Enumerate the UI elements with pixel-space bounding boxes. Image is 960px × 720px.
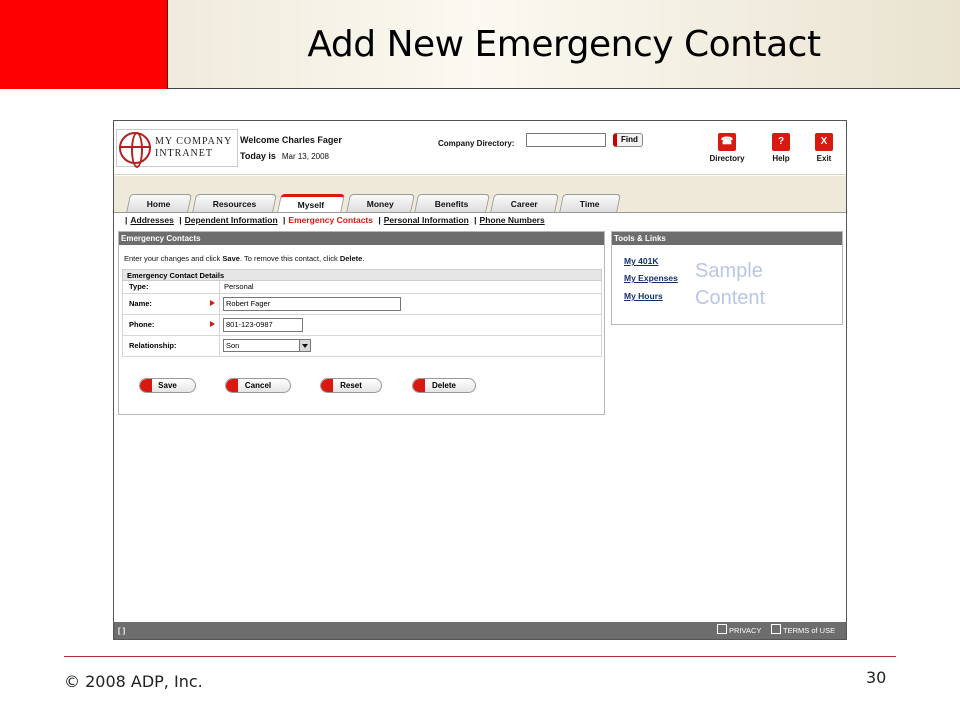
phone-row [122,315,602,336]
type-value: Personal [224,282,254,291]
footer-rule [64,656,896,657]
company-directory-label: Company Directory: [438,139,515,148]
required-marker-icon [210,300,215,306]
tab-time[interactable] [559,194,621,213]
relationship-select[interactable] [223,339,311,352]
subnav-dependent-information[interactable]: Dependent Information [184,215,278,225]
intranet-footer-bar [114,622,846,639]
save-button[interactable] [139,378,196,393]
today-date [240,151,329,161]
save-button-label: Save [158,381,177,390]
instructions-delete-word: Delete [339,254,363,263]
sub-navigation: | Addresses | Dependent Information | Emergency Contacts | Personal Information | Phone Numbers [125,215,545,225]
terms-link-label: TERMS of USE [783,626,836,635]
footer-bracket: [ ] [118,626,126,635]
slide-header [0,0,960,89]
tab-money[interactable] [346,194,415,213]
terms-of-use-link[interactable] [771,622,835,639]
delete-button-label: Delete [431,381,456,390]
reset-button[interactable] [320,378,382,393]
tab-myself[interactable] [277,194,346,213]
type-label: Type: [123,281,220,293]
sample-line-2: Content [695,287,766,309]
phone-cell [220,315,601,335]
contact-details-table [122,269,602,357]
exit-icon[interactable]: X [815,133,833,151]
relationship-label: Relationship: [123,336,220,356]
tab-time-label: Time [579,199,600,209]
tab-benefits[interactable] [414,194,490,213]
tab-home-label: Home [146,199,171,209]
instructions [124,254,364,263]
tools-links-panel [611,231,843,325]
sample-content-text [695,258,765,312]
privacy-link[interactable] [717,622,761,639]
instructions-save-word: Save [222,254,240,263]
name-label-text: Name: [129,299,152,308]
tools-links-title: Tools & Links [612,232,842,245]
tab-career[interactable] [490,194,559,213]
cancel-button[interactable] [225,378,291,393]
tabs-divider [114,212,846,213]
emergency-contacts-title: Emergency Contacts [119,232,604,245]
company-logo[interactable] [116,129,238,167]
cancel-button-label: Cancel [244,381,272,390]
globe-icon [119,132,151,164]
sample-line-1: Sample [695,260,763,282]
relationship-cell [220,336,601,356]
tab-money-label: Money [366,199,394,209]
copyright: © 2008 ADP, Inc. [64,672,203,691]
tab-myself-label: Myself [297,200,325,210]
logo-text-line1: MY COMPANY [155,136,233,147]
phone-label [123,315,220,335]
name-cell [220,294,601,314]
today-value: Mar 13, 2008 [281,152,329,161]
tab-home[interactable] [126,194,192,213]
reset-button-label: Reset [340,381,362,390]
red-accent-block [0,0,168,89]
intranet-topbar [114,121,846,175]
link-my-hours[interactable]: My Hours [624,291,663,301]
phone-label-text: Phone: [129,320,155,329]
link-my-401k[interactable]: My 401K [624,256,659,266]
chevron-down-icon[interactable] [299,340,310,351]
relationship-selected-value: Son [226,341,240,350]
name-input[interactable]: Robert Fager [223,297,401,311]
relationship-row [122,336,602,357]
today-label: Today is [240,151,276,161]
page-number: 30 [866,668,887,687]
link-my-expenses[interactable]: My Expenses [624,273,678,283]
required-marker-icon [210,321,215,327]
tab-resources[interactable] [192,194,278,213]
name-label [123,294,220,314]
instructions-text-1: Enter your changes and click [124,254,223,263]
phone-input[interactable]: 801-123-0987 [223,318,303,332]
main-tabs [128,194,623,213]
find-button[interactable]: Find [613,133,643,147]
company-directory-input[interactable] [526,133,606,147]
logo-text-line2: INTRANET [155,148,213,159]
tab-career-label: Career [510,199,538,209]
welcome-message: Welcome Charles Fager [240,135,342,145]
exit-link[interactable]: Exit [816,154,832,163]
instructions-text-3: . [362,254,365,263]
help-icon[interactable]: ? [772,133,790,151]
privacy-link-label: PRIVACY [729,626,762,635]
phone-icon[interactable]: ☎ [718,133,736,151]
subnav-phone-numbers[interactable]: Phone Numbers [479,215,545,225]
help-link[interactable]: Help [772,154,790,163]
tab-benefits-label: Benefits [435,199,469,209]
subnav-personal-information[interactable]: Personal Information [383,215,469,225]
subnav-addresses[interactable]: Addresses [130,215,174,225]
name-row [122,294,602,315]
tab-resources-label: Resources [212,199,256,209]
subnav-emergency-contacts[interactable]: Emergency Contacts [288,215,373,225]
intranet-window [113,120,847,640]
type-row [122,281,602,294]
logo-text [155,136,232,160]
instructions-text-2: . To remove this contact, click [239,254,340,263]
directory-link[interactable]: Directory [709,154,745,163]
slide-title: Add New Emergency Contact [307,24,821,65]
delete-button[interactable] [412,378,476,393]
contact-details-title: Emergency Contact Details [122,269,602,281]
